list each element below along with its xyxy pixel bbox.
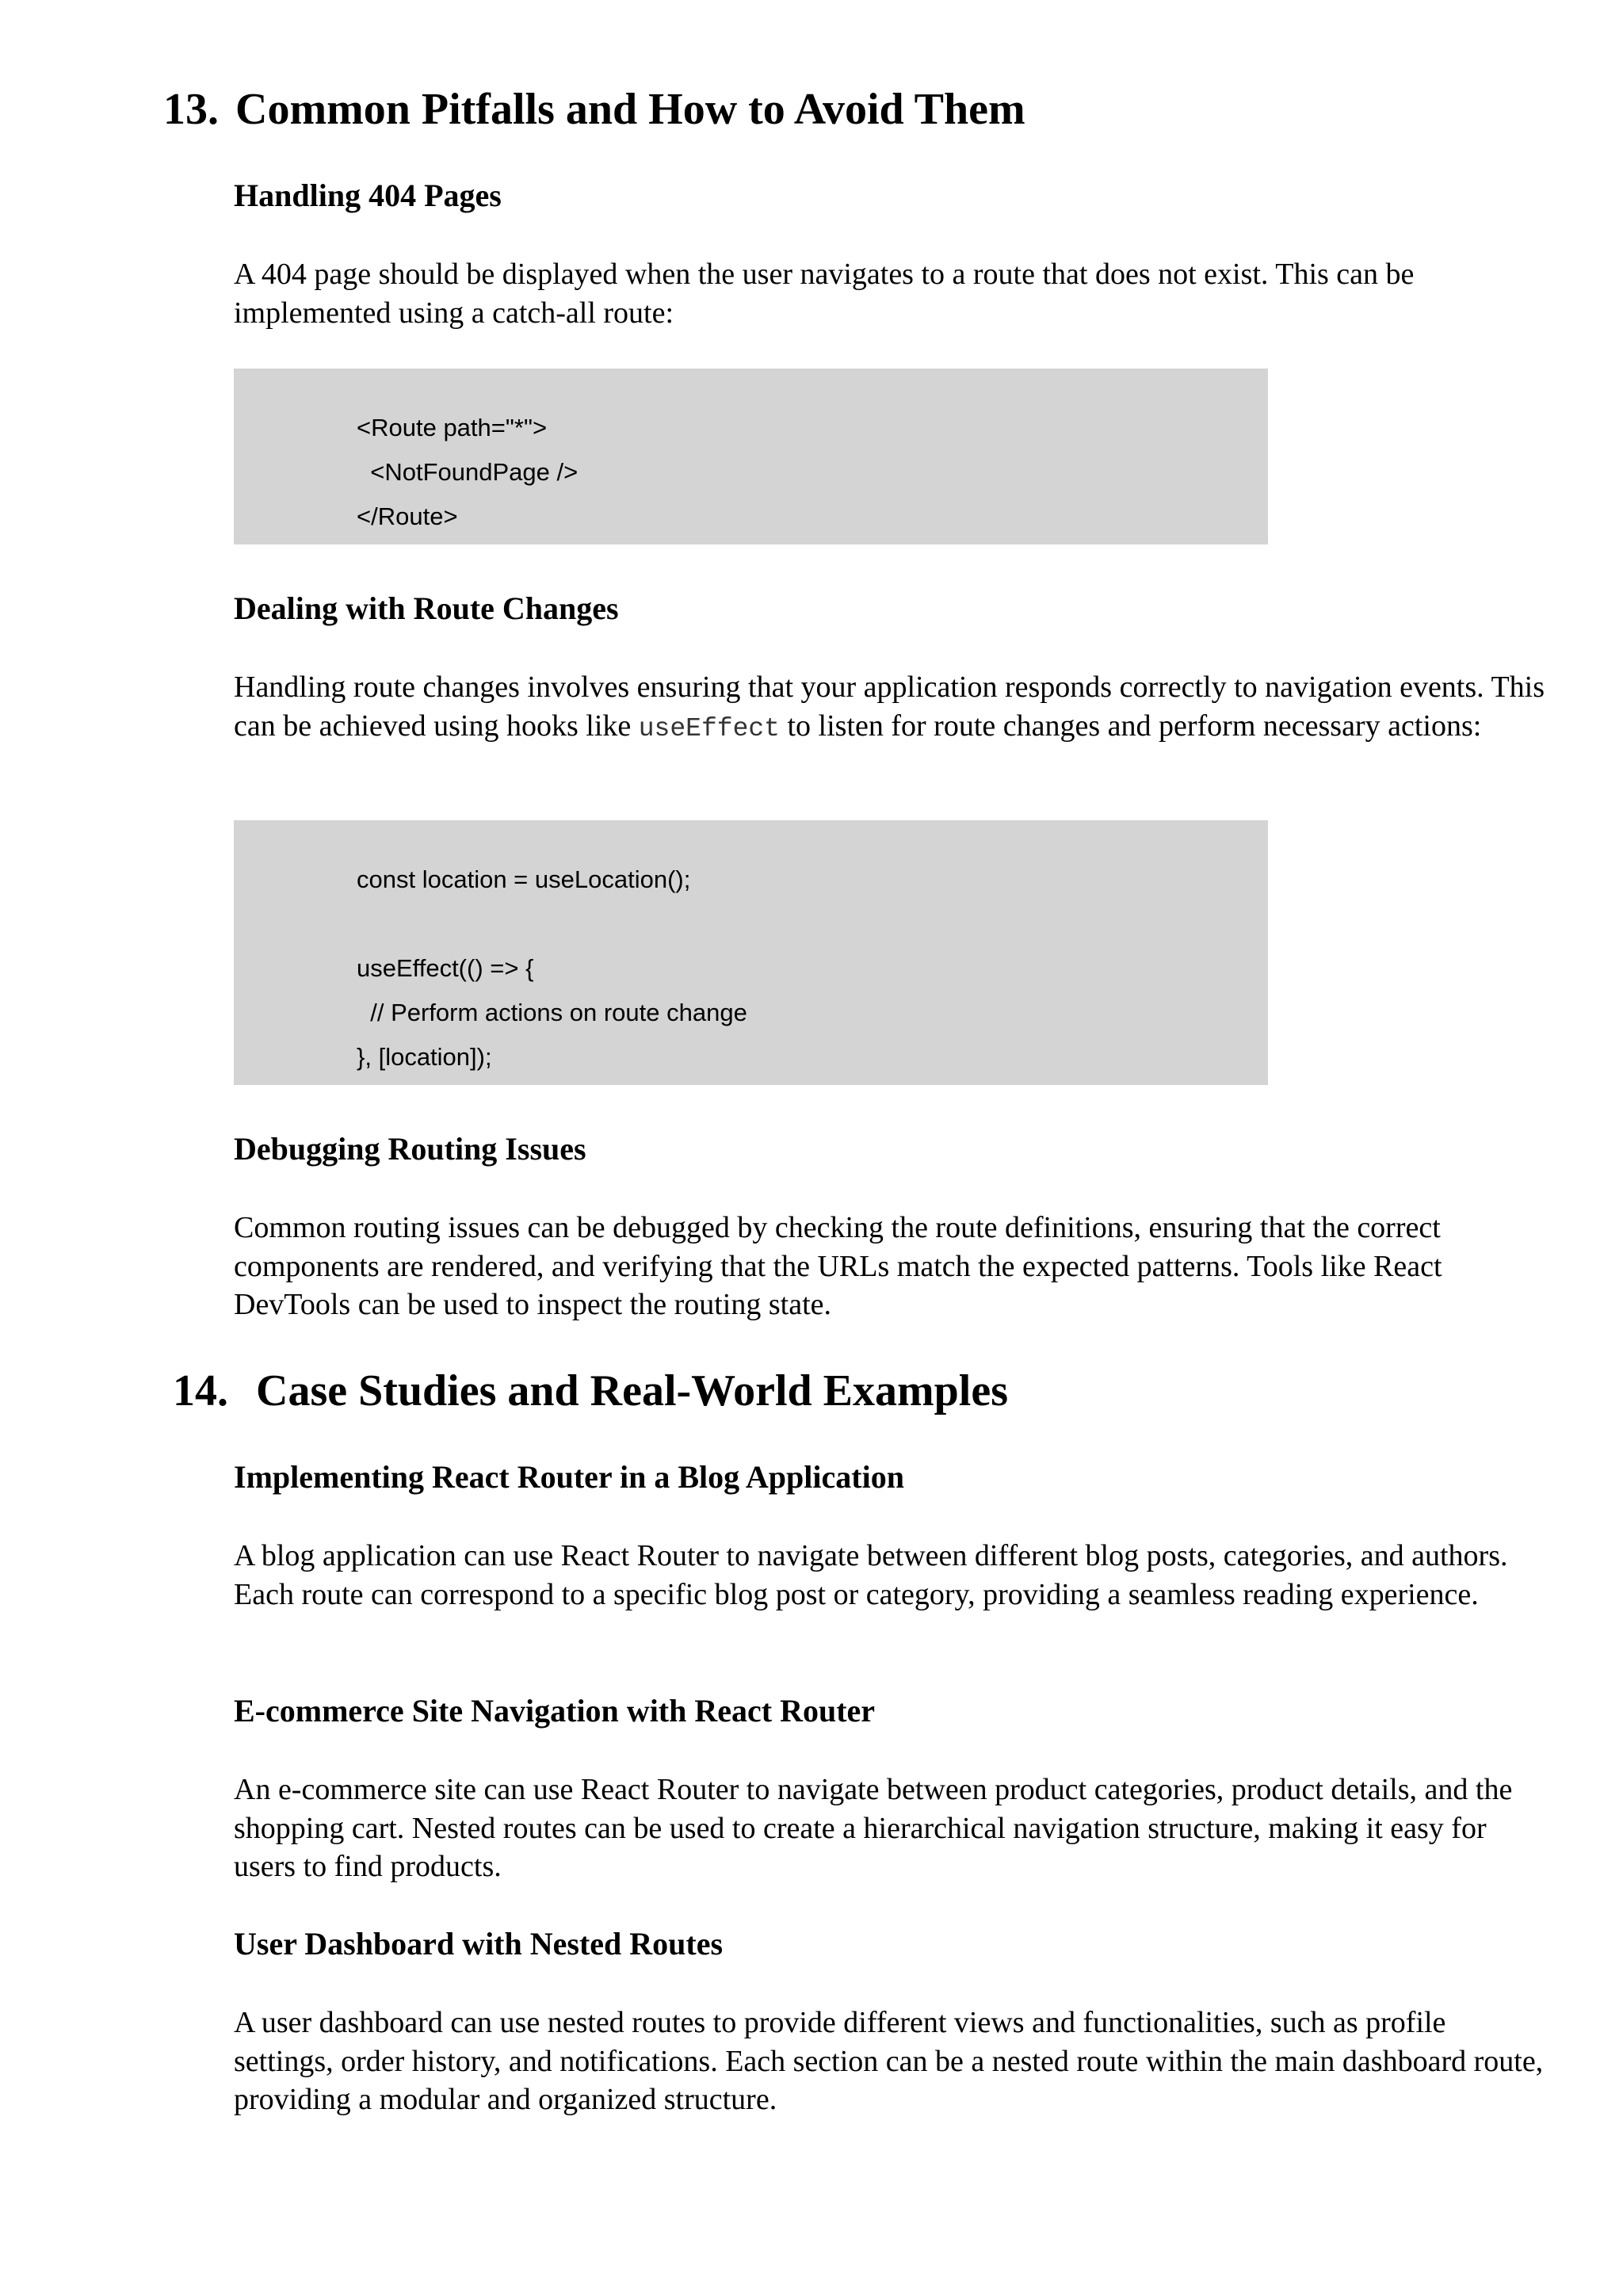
paragraph: Common routing issues can be debugged by checking the route definitions, ensuring that the correct components are rendered, and verifying that the URLs match the expected patterns. Tools like React DevTools can be used to inspect the routing state. <box>234 1211 1442 1321</box>
subsection-heading: User Dashboard with Nested Routes <box>234 1926 724 1962</box>
code-line: const location = useLocation(); <box>357 865 691 893</box>
paragraph-text: Handling route changes involves ensuring that your application responds correctly to navigation events. This can be achieved using hooks like <box>234 670 1545 743</box>
paragraph: A 404 page should be displayed when the user navigates to a route that does not exist. This can be implemented using a catch-all route: <box>234 258 1415 330</box>
subsection-heading: E-commerce Site Navigation with React Router <box>234 1693 876 1729</box>
section-number: 14. <box>173 1366 228 1415</box>
section-title: Case Studies and Real-World Examples <box>256 1366 1008 1415</box>
code-line: <NotFoundPage /> <box>357 458 579 486</box>
subsection-heading: Dealing with Route Changes <box>234 590 619 626</box>
code-line: </Route> <box>357 502 458 530</box>
inline-code: useEffect <box>638 713 780 743</box>
code-block <box>234 369 1268 544</box>
subsection-heading: Handling 404 Pages <box>234 178 502 213</box>
paragraph: An e-commerce site can use React Router to navigate between product categories, product details, and the shopping cart. Nested routes can be used to create a hierarchical navigation structure, making it easy for users to find products. <box>234 1773 1513 1883</box>
code-line: }, [location]); <box>357 1043 492 1071</box>
subsection-heading: Implementing React Router in a Blog Application <box>234 1459 904 1495</box>
paragraph-text: to listen for route changes and perform necessary actions: <box>779 709 1482 743</box>
code-line: <Route path="*"> <box>357 414 548 441</box>
section-title: Common Pitfalls and How to Avoid Them <box>235 85 1025 134</box>
section-heading-13 <box>163 82 1025 136</box>
subsection-heading: Debugging Routing Issues <box>234 1131 586 1167</box>
code-line: useEffect(() => { <box>357 954 534 982</box>
paragraph: A user dashboard can use nested routes to provide different views and functionalities, such as profile settings, order history, and notifications. Each section can be a nested route within the main dashboard route, providing a modular and organized structure. <box>234 2006 1544 2116</box>
paragraph: A blog application can use React Router to navigate between different blog posts, categories, and authors. Each route can correspond to a specific blog post or category, providing a seamless reading experience. <box>234 1539 1508 1611</box>
section-number: 13. <box>163 85 219 134</box>
section-heading-14 <box>173 1364 1008 1418</box>
code-line <box>357 902 1268 946</box>
code-block <box>234 820 1268 1085</box>
code-line: // Perform actions on route change <box>357 999 747 1026</box>
paragraph <box>234 668 1549 748</box>
